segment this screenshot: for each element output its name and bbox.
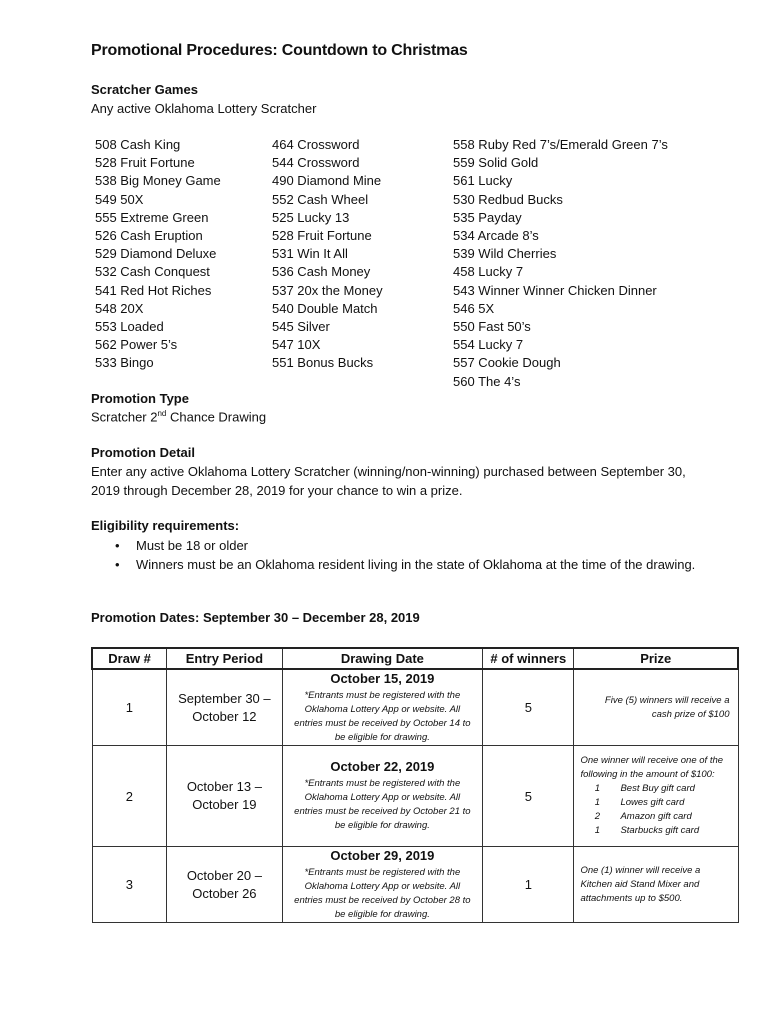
column-header-winners: # of winners xyxy=(483,648,574,669)
entry-period-start: September 30 – xyxy=(178,690,271,706)
scratcher-game: 544 Crossword xyxy=(272,155,360,171)
promotion-type-value xyxy=(91,409,266,424)
eligibility-item-text: Must be 18 or older xyxy=(136,538,249,553)
promotion-type-prefix: Scratcher 2 xyxy=(91,409,158,425)
drawing-date-cell xyxy=(282,746,483,847)
prize-quantity: 2 xyxy=(594,811,601,822)
scratcher-game: 529 Diamond Deluxe xyxy=(95,246,217,262)
scratcher-game: 531 Win It All xyxy=(272,246,348,262)
bullet-icon: • xyxy=(115,538,120,553)
eligibility-heading: Eligibility requirements: xyxy=(91,518,240,533)
scratcher-list-column-3 xyxy=(453,136,668,391)
scratcher-game: 532 Cash Conquest xyxy=(95,264,210,280)
eligibility-item xyxy=(91,537,696,556)
ordinal-suffix: nd xyxy=(157,409,167,418)
prize-name: Lowes gift card xyxy=(620,797,685,808)
promotion-detail-text: Enter any active Oklahoma Lottery Scratcher (winning/non-winning) purchased between September 30, 2019 through December 28, 2019 for your chance to win a prize. xyxy=(91,464,686,498)
prize-option xyxy=(574,810,737,824)
scratcher-game: 562 Power 5’s xyxy=(95,337,178,353)
entry-period xyxy=(167,847,282,923)
winner-count: 5 xyxy=(483,669,574,746)
drawing-date-cell xyxy=(282,847,483,923)
scratcher-game: 552 Cash Wheel xyxy=(272,191,369,207)
scratcher-game: 539 Wild Cherries xyxy=(453,246,557,262)
scratcher-game: 538 Big Money Game xyxy=(95,173,221,189)
scratcher-game: 560 The 4’s xyxy=(453,373,521,389)
scratcher-game: 551 Bonus Bucks xyxy=(272,355,374,371)
drawing-note: *Entrants must be registered with the Oklahoma Lottery App or website. All entries must be received by October 28 to be eligible for drawing. xyxy=(294,866,471,920)
scratcher-game: 558 Ruby Red 7’s/Emerald Green 7’s xyxy=(453,137,668,152)
scratcher-game: 543 Winner Winner Chicken Dinner xyxy=(453,282,657,298)
prize-name: Amazon gift card xyxy=(620,811,692,822)
drawing-date: October 15, 2019 xyxy=(330,670,435,686)
bullet-icon: • xyxy=(115,556,120,572)
entry-period-end: October 12 xyxy=(192,708,257,724)
scratcher-game: 553 Loaded xyxy=(95,319,164,335)
column-header-drawing-date: Drawing Date xyxy=(282,648,483,669)
page-title: Promotional Procedures: Countdown to Christmas xyxy=(91,42,468,59)
scratcher-game: 526 Cash Eruption xyxy=(95,228,203,244)
prize-name: Starbucks gift card xyxy=(620,825,700,836)
drawing-date: October 22, 2019 xyxy=(330,759,435,774)
winner-count: 5 xyxy=(483,746,574,847)
scratcher-games-subheading: Any active Oklahoma Lottery Scratcher xyxy=(91,101,317,116)
prize-text: Five (5) winners will receive a cash prize of $100 xyxy=(604,694,730,720)
scratcher-game: 550 Fast 50’s xyxy=(453,319,531,335)
table-row xyxy=(92,746,738,847)
drawing-date-cell xyxy=(282,669,483,746)
entry-period-end: October 19 xyxy=(192,797,257,812)
prize-quantity: 1 xyxy=(594,783,601,794)
drawing-date: October 29, 2019 xyxy=(330,847,435,863)
scratcher-game: 555 Extreme Green xyxy=(95,209,209,225)
scratcher-game: 464 Crossword xyxy=(272,137,360,152)
scratcher-game: 536 Cash Money xyxy=(272,264,371,280)
scratcher-list-column-1 xyxy=(95,136,221,373)
scratcher-game: 546 5X xyxy=(453,300,495,316)
draw-number: 2 xyxy=(92,746,167,847)
table-row xyxy=(92,847,738,923)
drawing-note: *Entrants must be registered with the Oklahoma Lottery App or website. All entries must be received by October 14 to be eligible for drawing. xyxy=(294,689,471,743)
column-header-entry-period: Entry Period xyxy=(167,648,282,669)
winner-count: 1 xyxy=(483,847,574,923)
column-header-prize: Prize xyxy=(574,648,738,669)
eligibility-item-text: Winners must be an Oklahoma resident living in the state of Oklahoma at the time of the drawing. xyxy=(136,556,696,572)
scratcher-game: 530 Redbud Bucks xyxy=(453,191,563,207)
table-header-row xyxy=(92,648,738,669)
promotion-type-suffix: Chance Drawing xyxy=(166,409,267,425)
prize-option xyxy=(574,782,737,796)
eligibility-list xyxy=(91,537,696,574)
scratcher-game: 534 Arcade 8’s xyxy=(453,228,539,244)
column-header-draw: Draw # xyxy=(92,648,167,669)
scratcher-game: 545 Silver xyxy=(272,319,330,335)
drawing-schedule-table xyxy=(91,647,739,923)
promotion-detail-heading: Promotion Detail xyxy=(91,445,196,460)
prize-text: One (1) winner will receive a Kitchen aid Stand Mixer and attachments up to $500. xyxy=(580,864,701,904)
entry-period-start: October 13 – xyxy=(186,779,262,794)
scratcher-game: 547 10X xyxy=(272,337,321,353)
prize-quantity: 1 xyxy=(594,797,601,808)
prize-option xyxy=(574,824,737,838)
table-row xyxy=(92,669,738,746)
promotion-dates-heading: Promotion Dates: September 30 – December 28, 2019 xyxy=(91,610,420,625)
scratcher-game: 508 Cash King xyxy=(95,137,181,152)
scratcher-game: 541 Red Hot Riches xyxy=(95,282,212,298)
scratcher-list-column-2 xyxy=(272,136,383,373)
eligibility-item xyxy=(91,556,696,575)
prize-intro: One winner will receive one of the following in the amount of $100: xyxy=(580,755,724,780)
scratcher-game: 554 Lucky 7 xyxy=(453,337,524,353)
scratcher-game: 559 Solid Gold xyxy=(453,155,539,171)
prize-quantity: 1 xyxy=(594,825,601,836)
entry-period-start: October 20 – xyxy=(186,867,262,883)
scratcher-game: 557 Cookie Dough xyxy=(453,355,561,371)
scratcher-game: 548 20X xyxy=(95,300,144,316)
entry-period xyxy=(167,669,282,746)
entry-period xyxy=(167,746,282,847)
draw-number: 3 xyxy=(92,847,167,923)
scratcher-game: 528 Fruit Fortune xyxy=(272,228,372,244)
prize-option xyxy=(574,796,737,810)
prize-name: Best Buy gift card xyxy=(620,783,695,794)
scratcher-game: 561 Lucky xyxy=(453,173,513,189)
drawing-note: *Entrants must be registered with the Oklahoma Lottery App or website. All entries must be received by October 21 to be eligible for drawing. xyxy=(294,778,471,831)
scratcher-game: 537 20x the Money xyxy=(272,282,383,298)
entry-period-end: October 26 xyxy=(192,885,257,901)
scratcher-game: 528 Fruit Fortune xyxy=(95,155,195,171)
scratcher-game: 533 Bingo xyxy=(95,355,154,371)
prize-option-list xyxy=(574,782,737,838)
prize-cell xyxy=(574,847,738,923)
prize-cell xyxy=(574,669,738,746)
promotion-type-heading: Promotion Type xyxy=(91,391,189,406)
scratcher-game: 535 Payday xyxy=(453,209,522,225)
draw-number: 1 xyxy=(92,669,167,746)
scratcher-games-heading: Scratcher Games xyxy=(91,82,198,97)
scratcher-game: 458 Lucky 7 xyxy=(453,264,524,280)
scratcher-game: 490 Diamond Mine xyxy=(272,173,382,189)
prize-cell xyxy=(574,746,738,847)
scratcher-game: 540 Double Match xyxy=(272,300,378,316)
scratcher-game: 525 Lucky 13 xyxy=(272,209,350,225)
scratcher-game: 549 50X xyxy=(95,191,144,207)
